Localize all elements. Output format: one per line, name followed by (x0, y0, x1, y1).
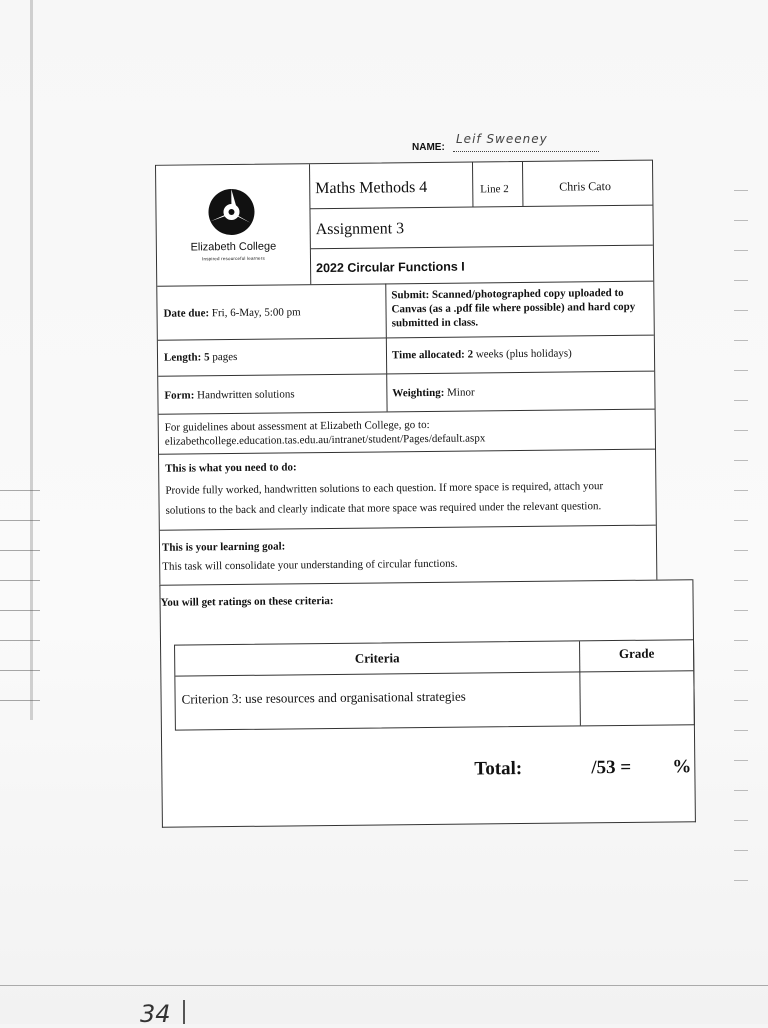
form (164, 387, 294, 402)
total-percent: % (672, 756, 692, 778)
form-label: Form: (164, 389, 195, 402)
logo-cell (156, 164, 310, 286)
length-unit: pages (212, 350, 238, 364)
todo-heading: This is what you need to do: (165, 461, 297, 475)
course-title: Maths Methods 4 (315, 178, 428, 198)
divider (309, 164, 311, 284)
goal-row (160, 525, 657, 585)
line-number: Line 2 (480, 183, 509, 196)
guidelines-link: elizabethcollege.education.tas.edu.au/intranet/student/Pages/default.aspx (164, 432, 486, 448)
date-due (163, 305, 300, 320)
divider (386, 337, 387, 373)
length-value: 5 (203, 351, 210, 364)
criteria-table (174, 639, 695, 730)
todo-line2: solutions to the back and clearly indicate that more space was required under the relevant question. (165, 500, 602, 517)
divider (522, 162, 523, 206)
time-label: Time allocated: (391, 348, 465, 362)
due-row (157, 281, 654, 341)
school-tagline: Inspired resourceful learners (202, 255, 265, 262)
grade-column-header: Grade (618, 645, 655, 661)
form-row (158, 371, 654, 415)
teacher-name: Chris Cato (559, 179, 611, 194)
handwritten-mark (183, 1000, 185, 1024)
name-underline (453, 151, 599, 152)
length-label: Length: (163, 351, 202, 364)
handwritten-page-number: 34 (140, 1000, 171, 1028)
header-box (155, 160, 657, 587)
goal-text: This task will consolidate your understanding of circular functions. (162, 557, 458, 573)
name-label: NAME: (412, 142, 445, 153)
divider (311, 245, 653, 250)
weighting-label: Weighting: (392, 386, 445, 400)
name-handwritten: Leif Sweeney (456, 132, 548, 146)
weighting-value: Minor (447, 386, 475, 399)
criteria-column-header: Criteria (354, 650, 400, 666)
ratings-heading: You will get ratings on these criteria: (160, 594, 334, 609)
header-row (156, 161, 653, 287)
divider (385, 283, 387, 337)
todo-row (159, 449, 656, 531)
criteria-header (175, 640, 693, 676)
form-value: Handwritten solutions (197, 388, 295, 402)
date-due-label: Date due: (163, 307, 210, 320)
submit-instructions: Submit: Scanned/photographed copy uploaded to Canvas (as a .pdf file where possible) and hard copy submitted in class. (391, 286, 636, 330)
time-allocated (392, 346, 572, 362)
guidelines-line1: For guidelines about assessment at Elizabeth College, go to: (164, 418, 430, 434)
divider (472, 162, 473, 206)
scan-grid-shadow (0, 480, 40, 730)
todo-line1: Provide fully worked, handwritten solutions to each question. If more space is required, attach your (165, 480, 604, 497)
scan-right-ticks (728, 180, 748, 900)
ratings-box (159, 579, 696, 828)
goal-heading: This is your learning goal: (161, 540, 286, 554)
name-row (412, 132, 612, 156)
total-label: Total: (474, 758, 523, 780)
length (164, 350, 237, 365)
time-value: 2 (467, 348, 474, 361)
weighting (392, 385, 474, 400)
time-unit: weeks (plus holidays) (475, 347, 572, 361)
college-logo-icon (206, 187, 257, 238)
divider (386, 373, 387, 411)
scan-bottom-line (0, 985, 768, 986)
topic-title: 2022 Circular Functions I (316, 259, 465, 276)
guidelines-row (159, 409, 655, 455)
assessment-cover-sheet (138, 159, 695, 830)
total-value: /53 = (591, 756, 632, 779)
date-due-value: Fri, 6-May, 5:00 pm (211, 306, 301, 320)
school-name: Elizabeth College (190, 240, 277, 254)
criterion-row: Criterion 3: use resources and organisational strategies (181, 688, 466, 707)
divider (310, 205, 652, 210)
assignment-title: Assignment 3 (315, 220, 405, 239)
